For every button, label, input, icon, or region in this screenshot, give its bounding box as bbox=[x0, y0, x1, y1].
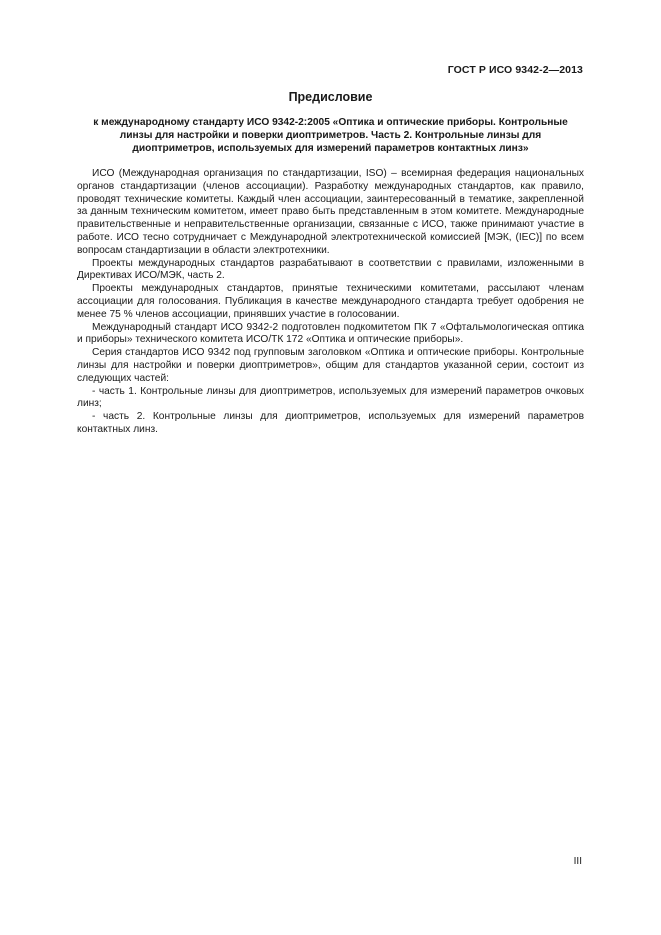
foreword-body bbox=[77, 168, 584, 437]
paragraph-series: Серия стандартов ИСО 9342 под групповым заголовком «Оптика и оптические приборы. Контрольные линзы для настройки и поверки диоптриметров», общим для стандартов указанной серии, состоит из следующих частей: bbox=[77, 347, 584, 384]
subtitle-line: диоптриметров, используемых для измерений параметров контактных линз» bbox=[132, 143, 529, 154]
list-item-part-2: - часть 2. Контрольные линзы для диоптриметров, используемых для измерений параметров контактных линз. bbox=[77, 411, 584, 435]
paragraph-drafts: Проекты международных стандартов разрабатывают в соответствии с правилами, изложенными в Директивах ИСО/МЭК, часть 2. bbox=[77, 257, 584, 282]
subtitle-line: линзы для настройки и поверки диоптриметров. Часть 2. Контрольные линзы для bbox=[119, 130, 542, 141]
paragraph-voting: Проекты международных стандартов, принятые техническими комитетами, рассылают членам ассоциации для голосования. Публикация в качестве международного стандарта требует одобрения не менее 75 % членов ассоциации, принявших участие в голосовании. bbox=[77, 283, 584, 320]
document-code: ГОСТ Р ИСО 9342-2—2013 bbox=[447, 64, 583, 76]
page-number: III bbox=[573, 856, 582, 867]
paragraph-iso-intro: ИСО (Международная организация по стандартизации, ISO) – всемирная федерация национальных органов стандартизации (членов ассоциации). Разработку международных стандартов, как правило, проводят технические комитеты. Каждый член ассоциации, заинтересованный в тематике, закрепленной за данным техническим комитетом, имеет право быть представленным в этом комитете. Международные правительственные и неправительственные организации, связанные с ИСО, также принимают участие в работе. ИСО тесно сотрудничает с Международной электротехнической комиссией [МЭК, (IEC)] по всем вопросам стандартизации в области электротехники. bbox=[77, 168, 584, 256]
subtitle-line: к международному стандарту ИСО 9342-2:2005 «Оптика и оптические приборы. Контрольные bbox=[93, 117, 568, 128]
foreword-subtitle bbox=[70, 116, 591, 155]
list-item-part-1: - часть 1. Контрольные линзы для диоптриметров, используемых для измерений параметров очковых линз; bbox=[77, 385, 584, 410]
page-title: Предисловие bbox=[288, 90, 373, 104]
paragraph-preparation: Международный стандарт ИСО 9342-2 подготовлен подкомитетом ПК 7 «Офтальмологическая оптика и приборы» технического комитета ИСО/ТК 172 «Оптика и оптические приборы». bbox=[77, 321, 584, 346]
